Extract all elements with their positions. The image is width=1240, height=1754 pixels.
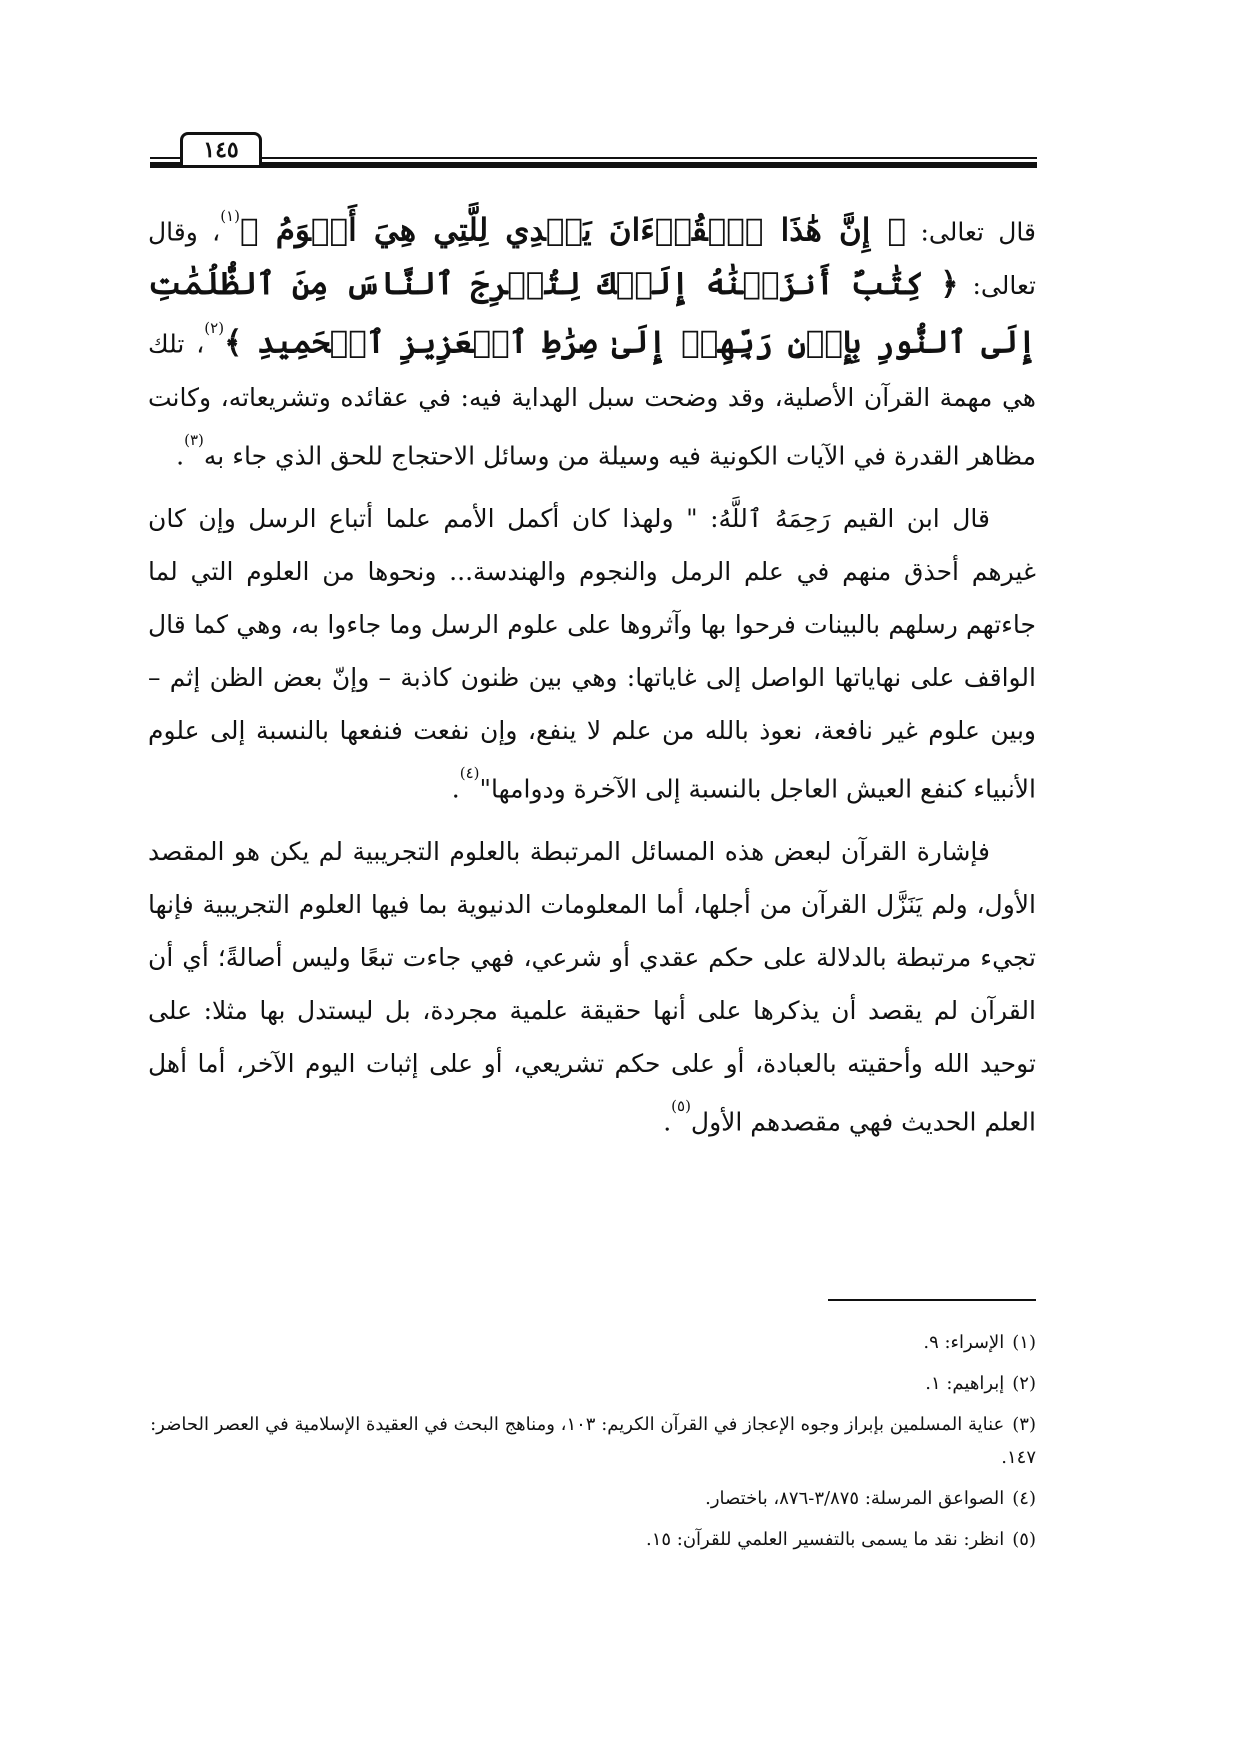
footnote-text: الصواعق المرسلة: ٣/٨٧٥-٨٧٦، باختصار. (705, 1488, 1005, 1509)
paragraph-2-end: . (451, 774, 460, 804)
footnote-text: عناية المسلمين بإبراز وجوه الإعجاز في القرآن الكريم: ١٠٣، ومناهج البحث في العقيدة الإسلامية في العصر الحاضر: ١٤٧. (150, 1414, 1036, 1468)
footnote-number: (١) (1012, 1332, 1036, 1353)
footnote-number: (٢) (1012, 1373, 1036, 1394)
quran-verse-2: ﴿ كِتَٰبٌ أَنزَلۡنَٰهُ إِلَيۡكَ لِتُخۡرِجَ ٱلنَّاسَ مِنَ ٱلظُّلُمَٰتِ إِلَى ٱلنُّورِ بِإِذۡنِ رَبِّهِمۡ إِلَىٰ صِرَٰطِ ٱلۡعَزِيزِ ٱلۡحَمِيدِ ﴾ (148, 266, 1036, 361)
paragraph-1-end: . (176, 440, 185, 470)
paragraph-1-text: ، تلك هي مهمة القرآن الأصلية، وقد وضحت سبل الهداية فيه: في عقائده وتشريعاته، وكانت مظاهر القدرة في الآيات الكونية فيه وسيلة من وسائل الاحتجاج للحق الذي جاء به (148, 329, 1036, 470)
page-header (150, 126, 1037, 170)
paragraph-3-end: . (663, 1107, 672, 1137)
footnote-text: انظر: نقد ما يسمى بالتفسير العلمي للقرآن: ١٥. (645, 1529, 1005, 1550)
footnote-1 (148, 1326, 1036, 1359)
paragraph-2 (148, 492, 1036, 815)
footnote-text: إبراهيم: ١. (925, 1373, 1005, 1394)
footnote-ref-4: (٤) (459, 763, 480, 782)
header-thick-rule (150, 162, 1037, 168)
page-number: ١٤٥ (180, 132, 262, 165)
footnote-number: (٣) (1012, 1414, 1036, 1435)
header-thin-rule (150, 157, 1037, 159)
paragraph-3-text: فإشارة القرآن لبعض هذه المسائل المرتبطة بالعلوم التجريبية لم يكن هو المقصد الأول، ولم يَنَزَّل القرآن من أجلها، أما المعلومات الدنيوية بما فيها العلوم التجريبية فإنها تجيء مرتبطة بالدلالة على حكم عقدي أو شرعي، فهي جاءت تبعًا وليس أصالةً؛ أي أن القرآن لم يقصد أن يذكرها على أنها حقيقة علمية مجردة، بل ليستدل بها مثلا: على توحيد الله وأحقيته بالعبادة، أو على حكم تشريعي، أو على إثبات اليوم الآخر، أما أهل العلم الحديث فهي مقصدهم الأول (148, 837, 1037, 1137)
footnote-divider (828, 1299, 1036, 1301)
footnote-2 (148, 1367, 1036, 1400)
paragraph-1-lead: قال تعالى: (906, 217, 1036, 247)
paragraph-1 (148, 200, 1036, 482)
quran-verse-1: ﴿ إِنَّ هَٰذَا ٱلۡقُرۡءَانَ يَهۡدِي لِلَّتِي هِيَ أَقۡوَمُ ﴾ (239, 212, 907, 249)
paragraph-3 (148, 825, 1036, 1148)
footnote-ref-2: (٢) (204, 319, 225, 338)
footnote-number: (٥) (1012, 1529, 1036, 1550)
paragraph-1-connector: ، وقال تعالى: (148, 217, 1036, 301)
footnote-5 (148, 1523, 1036, 1556)
main-text (148, 200, 1036, 1149)
footnote-4 (148, 1482, 1036, 1515)
footnote-ref-3: (٣) (184, 430, 204, 449)
footnote-text: الإسراء: ٩. (923, 1332, 1005, 1353)
footnote-ref-5: (٥) (671, 1097, 691, 1116)
footnote-ref-1: (١) (220, 207, 240, 225)
paragraph-2-text: قال ابن القيم رَحِمَهُ ٱللَّهُ: " ولهذا كان أكمل الأمم علما أتباع الرسل وإن كان غيرهم أحذق منهم في علم الرمل والنجوم والهندسة... ونحوها من العلوم التي لما جاءتهم رسلهم بالبينات فرحوا بها وآثروها على علوم الرسل وما جاءوا به، وهي كما قال الواقف على نهاياتها الواصل إلى غاياتها: وهي بين ظنون كاذبة – وإنّ بعض الظن إثم – وبين علوم غير نافعة، نعوذ بالله من علم لا ينفع، وإن نفعت فنفعها بالنسبة إلى علوم الأنبياء كنفع العيش العاجل بالنسبة إلى الآخرة ودوامها" (148, 503, 1036, 804)
footnotes (148, 1326, 1036, 1564)
footnote-3 (148, 1408, 1036, 1474)
footnote-number: (٤) (1012, 1488, 1036, 1509)
